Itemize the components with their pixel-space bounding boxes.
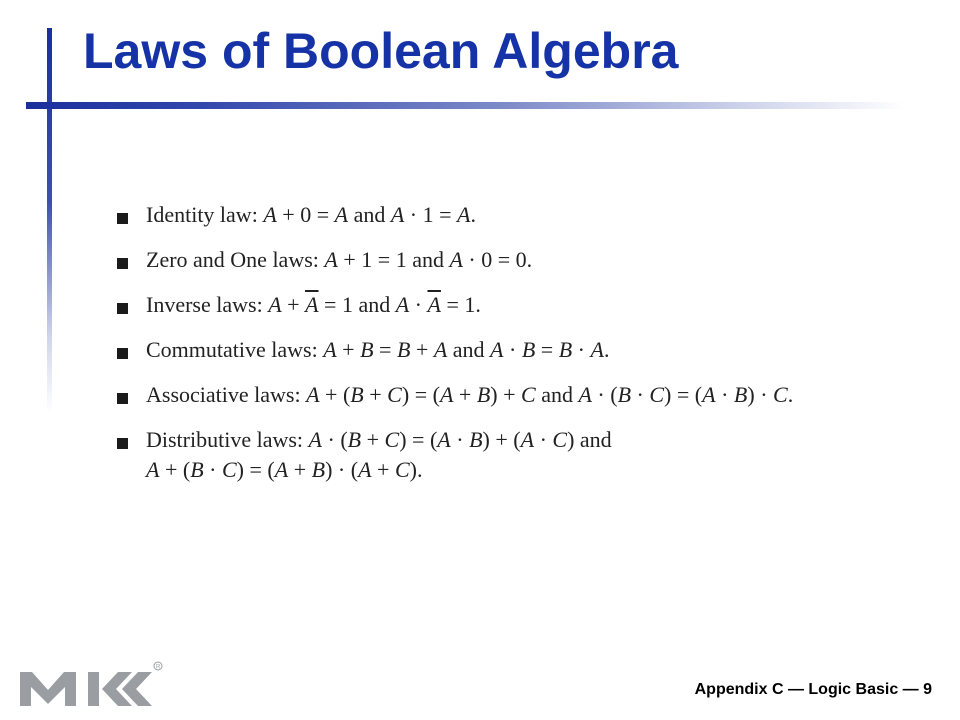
law-text — [146, 425, 906, 455]
svg-text:R: R — [156, 664, 161, 671]
law-item-inverse — [116, 290, 906, 335]
slide-footer: Appendix C — Logic Basic — 9 — [694, 681, 932, 698]
square-bullet-icon — [117, 258, 128, 269]
law-text — [146, 335, 906, 365]
law-item-distributive — [116, 425, 906, 495]
square-bullet-icon — [117, 348, 128, 359]
law-formula: A + B = B + A and A · B = B · A. — [323, 337, 610, 362]
law-text — [146, 380, 906, 410]
law-label: Identity law: — [146, 202, 258, 227]
vertical-accent-line — [47, 28, 52, 413]
horizontal-accent-line — [26, 102, 906, 109]
law-formula: A + 0 = A and A · 1 = A. — [263, 202, 476, 227]
laws-list — [116, 200, 906, 495]
law-formula: A + 1 = 1 and A · 0 = 0. — [324, 247, 533, 272]
square-bullet-icon — [117, 393, 128, 404]
law-item-zero-one — [116, 245, 906, 290]
law-formula: A + (B + C) = (A + B) + C and A · (B · C) = (A · B) · C. — [306, 382, 794, 407]
law-item-identity — [116, 200, 906, 245]
law-text — [146, 290, 906, 320]
square-bullet-icon — [117, 438, 128, 449]
law-label: Distributive laws: — [146, 427, 304, 452]
mk-logo-icon — [18, 660, 168, 710]
law-label: Commutative laws: — [146, 337, 318, 362]
law-label: Zero and One laws: — [146, 247, 319, 272]
square-bullet-icon — [117, 213, 128, 224]
law-item-associative — [116, 380, 906, 425]
law-label: Inverse laws: — [146, 292, 263, 317]
law-formula: $A + \overline{A} = 1$ and $A \cdot \overline{A} = 1$. — [268, 292, 481, 317]
law-formula-continued: A + (B · C) = (A + B) · (A + C). — [146, 457, 423, 482]
slide-title: Laws of Boolean Algebra — [83, 23, 679, 79]
law-text — [146, 200, 906, 230]
square-bullet-icon — [117, 303, 128, 314]
law-label: Associative laws: — [146, 382, 301, 407]
law-formula: A · (B + C) = (A · B) + (A · C) and — [308, 427, 612, 452]
law-text — [146, 245, 906, 275]
law-item-commutative — [116, 335, 906, 380]
